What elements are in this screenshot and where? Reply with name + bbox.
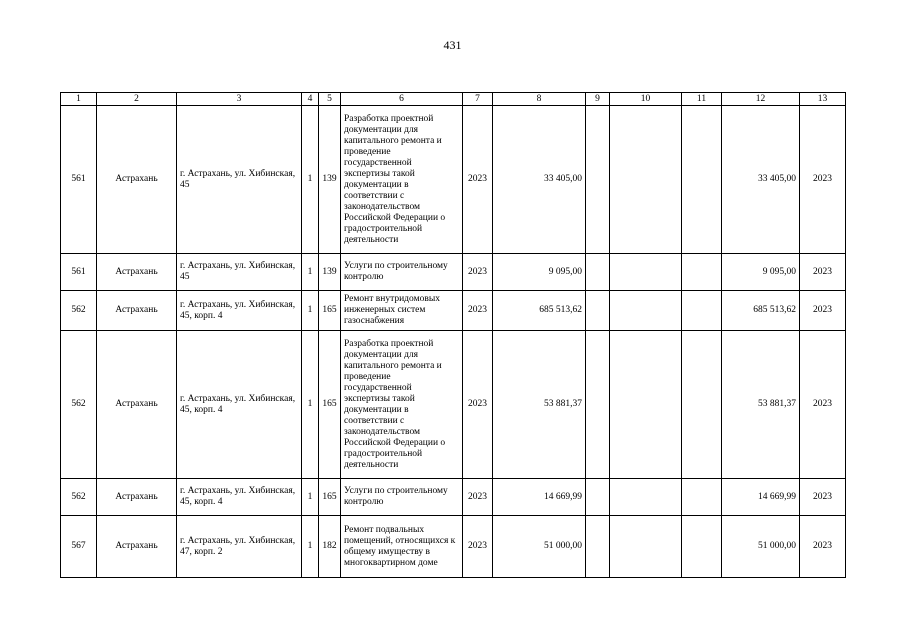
col10-cell (610, 291, 682, 331)
column-header: 5 (319, 93, 341, 106)
work-type-cell: Услуги по строительному контролю (341, 254, 463, 291)
column-header: 2 (97, 93, 177, 106)
col12-cell: 33 405,00 (722, 106, 800, 254)
col12-cell: 53 881,37 (722, 331, 800, 479)
col11-cell (682, 479, 722, 516)
col10-cell (610, 254, 682, 291)
col13-cell: 2023 (800, 516, 846, 578)
col10-cell (610, 479, 682, 516)
col9-cell (586, 516, 610, 578)
work-type-cell: Услуги по строительному контролю (341, 479, 463, 516)
year-cell: 2023 (463, 291, 493, 331)
col9-cell (586, 254, 610, 291)
address-cell: г. Астрахань, ул. Хибинская, 45, корп. 4 (177, 291, 302, 331)
address-cell: г. Астрахань, ул. Хибинская, 45 (177, 254, 302, 291)
col4-cell: 1 (302, 331, 319, 479)
col11-cell (682, 254, 722, 291)
col13-cell: 2023 (800, 331, 846, 479)
city-cell: Астрахань (97, 331, 177, 479)
address-cell: г. Астрахань, ул. Хибинская, 47, корп. 2 (177, 516, 302, 578)
year-cell: 2023 (463, 331, 493, 479)
cost-cell: 14 669,99 (493, 479, 586, 516)
city-cell: Астрахань (97, 106, 177, 254)
cost-cell: 33 405,00 (493, 106, 586, 254)
table-row (61, 291, 846, 331)
cost-cell: 9 095,00 (493, 254, 586, 291)
col13-cell: 2023 (800, 254, 846, 291)
column-header: 6 (341, 93, 463, 106)
column-header: 10 (610, 93, 682, 106)
col5-cell: 139 (319, 254, 341, 291)
year-cell: 2023 (463, 516, 493, 578)
cost-cell: 685 513,62 (493, 291, 586, 331)
col12-cell: 51 000,00 (722, 516, 800, 578)
col4-cell: 1 (302, 291, 319, 331)
column-header: 7 (463, 93, 493, 106)
col4-cell: 1 (302, 516, 319, 578)
table-row (61, 106, 846, 254)
col4-cell: 1 (302, 106, 319, 254)
column-header: 3 (177, 93, 302, 106)
work-type-cell: Разработка проектной документации для капитального ремонта и проведение государственной экспертизы такой документации в соответствии с законодательством Российской Федерации о градостроительной деятельности (341, 106, 463, 254)
row-number: 562 (61, 331, 97, 479)
col11-cell (682, 106, 722, 254)
col9-cell (586, 291, 610, 331)
col13-cell: 2023 (800, 479, 846, 516)
work-type-cell: Ремонт подвальных помещений, относящихся к общему имуществу в многоквартирном доме (341, 516, 463, 578)
column-header: 11 (682, 93, 722, 106)
column-header: 9 (586, 93, 610, 106)
address-cell: г. Астрахань, ул. Хибинская, 45 (177, 106, 302, 254)
table-row (61, 331, 846, 479)
year-cell: 2023 (463, 106, 493, 254)
row-number: 562 (61, 479, 97, 516)
cost-cell: 53 881,37 (493, 331, 586, 479)
table-row (61, 479, 846, 516)
city-cell: Астрахань (97, 479, 177, 516)
column-header: 8 (493, 93, 586, 106)
col10-cell (610, 516, 682, 578)
col9-cell (586, 479, 610, 516)
work-type-cell: Разработка проектной документации для капитального ремонта и проведение государственной экспертизы такой документации в соответствии с законодательством Российской Федерации о градостроительной деятельности (341, 331, 463, 479)
column-header: 4 (302, 93, 319, 106)
col12-cell: 9 095,00 (722, 254, 800, 291)
address-cell: г. Астрахань, ул. Хибинская, 45, корп. 4 (177, 331, 302, 479)
col9-cell (586, 331, 610, 479)
col5-cell: 165 (319, 479, 341, 516)
row-number: 561 (61, 254, 97, 291)
col10-cell (610, 106, 682, 254)
row-number: 561 (61, 106, 97, 254)
col11-cell (682, 331, 722, 479)
city-cell: Астрахань (97, 254, 177, 291)
col11-cell (682, 516, 722, 578)
col10-cell (610, 331, 682, 479)
col11-cell (682, 291, 722, 331)
col13-cell: 2023 (800, 291, 846, 331)
column-header: 13 (800, 93, 846, 106)
col5-cell: 139 (319, 106, 341, 254)
table-row (61, 516, 846, 578)
city-cell: Астрахань (97, 516, 177, 578)
cost-cell: 51 000,00 (493, 516, 586, 578)
col4-cell: 1 (302, 479, 319, 516)
table-row (61, 254, 846, 291)
col13-cell: 2023 (800, 106, 846, 254)
col9-cell (586, 106, 610, 254)
row-number: 562 (61, 291, 97, 331)
work-type-cell: Ремонт внутридомовых инженерных систем газоснабжения (341, 291, 463, 331)
column-header: 12 (722, 93, 800, 106)
row-number: 567 (61, 516, 97, 578)
column-number-row (61, 93, 846, 106)
city-cell: Астрахань (97, 291, 177, 331)
col12-cell: 685 513,62 (722, 291, 800, 331)
year-cell: 2023 (463, 479, 493, 516)
col5-cell: 182 (319, 516, 341, 578)
col12-cell: 14 669,99 (722, 479, 800, 516)
year-cell: 2023 (463, 254, 493, 291)
page-number: 431 (443, 38, 462, 52)
column-header: 1 (61, 93, 97, 106)
repair-register-table (60, 92, 846, 578)
col4-cell: 1 (302, 254, 319, 291)
address-cell: г. Астрахань, ул. Хибинская, 45, корп. 4 (177, 479, 302, 516)
col5-cell: 165 (319, 331, 341, 479)
col5-cell: 165 (319, 291, 341, 331)
